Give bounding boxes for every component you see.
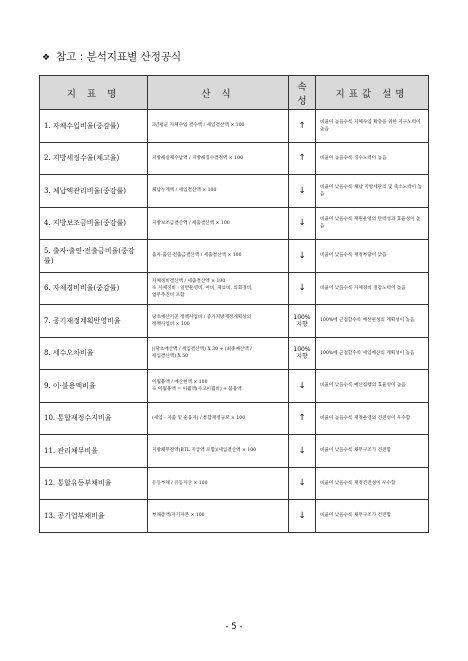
- indicator-name-cell: 3. 체납액관리비율(중감률): [40, 175, 148, 208]
- formula-line: ※ 이월용액 = 이월액(사고이월비) + 불용액: [152, 386, 242, 392]
- formula-line: 유동부채 / 유동자산 × 100: [152, 480, 208, 486]
- formula-cell: [148, 272, 289, 305]
- indicator-name-cell: 8. 세수오차비율: [40, 337, 148, 370]
- description-cell: 비율이 높을수록 재정운영의 건전성이 우수함: [316, 402, 429, 435]
- formula-cell: [148, 370, 289, 403]
- section-heading-text: 참고 : 분석지표별 산정공식: [56, 51, 182, 63]
- table-row: [40, 337, 429, 370]
- formula-cell: [148, 467, 289, 500]
- description-cell: 비율이 낮을수록 체납 지방세관리 및 축소노력이 높음: [316, 175, 429, 208]
- formula-line: 당초예산기준 정책사업비 / 중기지방재정계획상의: [152, 314, 252, 320]
- header-formula: 산 식: [148, 76, 289, 110]
- attribute-cell: ↓: [289, 272, 316, 305]
- description-cell: 비율이 낮을수록 재원운영의 탄력성과 효율성이 높음: [316, 207, 429, 240]
- formula-cell: [148, 305, 289, 338]
- attribute-cell: 100% 지향: [289, 337, 316, 370]
- attribute-cell: ↓: [289, 207, 316, 240]
- description-cell: 비율이 낮을수록 채무구조가 건전함: [316, 500, 429, 533]
- header-description: 지표값 설명: [316, 76, 429, 110]
- attribute-cell: ↓: [289, 240, 316, 273]
- attribute-cell: ↑: [289, 142, 316, 175]
- formula-line: 지방채무잔액(BTL 지급액 포함)/세입결산액 × 100: [152, 448, 257, 454]
- attribute-cell: ↓: [289, 467, 316, 500]
- description-cell: 100%에 근접할수록 예산편성의 계획성이 높음: [316, 305, 429, 338]
- formula-line: 3년평균 자체수입 결수액 / 세입결산액 × 100: [152, 123, 245, 129]
- description-cell: 비율이 낮을수록 재정부담이 낮음: [316, 240, 429, 273]
- table-row: [40, 370, 429, 403]
- table-row: [40, 240, 429, 273]
- formula-line: 정책사업비 × 100: [152, 321, 190, 327]
- formula-cell: [148, 337, 289, 370]
- attribute-cell: ↓: [289, 370, 316, 403]
- description-cell: 100%에 근접할수록 세입예산의 계획성이 높음: [316, 337, 429, 370]
- table-row: [40, 272, 429, 305]
- description-cell: 비율이 낮을수록 자체경비 절감노력이 높음: [316, 272, 429, 305]
- table-row: [40, 175, 429, 208]
- indicator-name-cell: 2. 지방세징수율(체고율): [40, 142, 148, 175]
- description-cell: 비율이 높을수록 자체수입 확충을 위한 자구노력이 높음: [316, 110, 429, 143]
- formula-line: 업무추진비 포함: [152, 292, 185, 298]
- formula-line: |(당초예산액 / 세입결산액) X 30 + (최종예산액 /: [152, 347, 252, 353]
- description-cell: 비율이 낮을수록 예산집행의 효율성이 높음: [316, 370, 429, 403]
- formula-line: 이월용액 / 예산현액 × 100: [152, 379, 208, 385]
- indicator-name-cell: 12. 통합유동부채비율: [40, 467, 148, 500]
- formula-line: 부채총액/자기자본 × 100: [152, 513, 205, 519]
- table-row: [40, 305, 429, 338]
- formula-cell: [148, 435, 289, 468]
- table-row: [40, 142, 429, 175]
- formula-cell: [148, 110, 289, 143]
- formula-line: 자체경비결산액 / 세출결산액 × 100: [152, 278, 226, 284]
- page-number: - 5 -: [225, 622, 243, 632]
- diamond-bullet-icon: ❖: [42, 53, 51, 63]
- indicator-name-cell: 4. 지방보조금비율(중감률): [40, 207, 148, 240]
- description-cell: 비율이 낮을수록 채무구조가 건전함: [316, 435, 429, 468]
- indicator-name-cell: 9. 이·불용액비율: [40, 370, 148, 403]
- indicator-name-cell: 5. 출자·출연·전출금비율(중감률): [40, 240, 148, 273]
- indicator-name-cell: 13. 공기업부채비율: [40, 500, 148, 533]
- table-row: [40, 207, 429, 240]
- formula-line: ※ 자체경비 : 일반운영비, 여비, 제료비, 의회경비,: [152, 285, 253, 291]
- attribute-cell: ↓: [289, 435, 316, 468]
- table-row: [40, 500, 429, 533]
- header-attribute: 속성: [289, 76, 316, 110]
- table-body: [40, 110, 429, 533]
- formula-cell: [148, 402, 289, 435]
- formula-cell: [148, 175, 289, 208]
- table-row: [40, 435, 429, 468]
- attribute-cell: ↑: [289, 402, 316, 435]
- table-header-row: [40, 76, 429, 110]
- header-indicator-name: 지 표 명: [40, 76, 148, 110]
- description-cell: 비율이 낮을수록 재정건전성이 우수함: [316, 467, 429, 500]
- attribute-cell: ↓: [289, 500, 316, 533]
- attribute-cell: ↓: [289, 175, 316, 208]
- formula-cell: [148, 500, 289, 533]
- formula-line: 체납누계액 / 세입결산액 × 100: [152, 188, 217, 194]
- formula-cell: [148, 142, 289, 175]
- section-heading: [42, 49, 181, 64]
- attribute-cell: 100% 지향: [289, 305, 316, 338]
- formula-cell: [148, 240, 289, 273]
- formula-line: 세입결산액) X 50: [152, 354, 189, 360]
- indicator-name-cell: 6. 자체경비비율(중감률): [40, 272, 148, 305]
- formula-line: 출자·출연·전출금결산액 / 세출결산액 × 100: [152, 253, 242, 259]
- indicator-name-cell: 1. 자체수입비율(중감률): [40, 110, 148, 143]
- formula-line: (세입 - 지출 및 순융자) / 통합재정규모 × 100: [152, 415, 246, 421]
- indicator-name-cell: 7. 공기재정계획반영비율: [40, 305, 148, 338]
- description-cell: 비율이 높을수록 징수노력이 높음: [316, 142, 429, 175]
- indicator-name-cell: 11. 관리채무비율: [40, 435, 148, 468]
- formula-line: 지방세실제수납액 / 지방세징수결정액 × 100: [152, 155, 244, 161]
- table-row: [40, 467, 429, 500]
- indicator-formula-table: [39, 75, 429, 533]
- attribute-cell: ↑: [289, 110, 316, 143]
- table-row: [40, 402, 429, 435]
- formula-line: 지방보조금결산액 / 세출결산액 × 100: [152, 220, 230, 226]
- formula-cell: [148, 207, 289, 240]
- table-row: [40, 110, 429, 143]
- indicator-name-cell: 10. 통합재정수지비율: [40, 402, 148, 435]
